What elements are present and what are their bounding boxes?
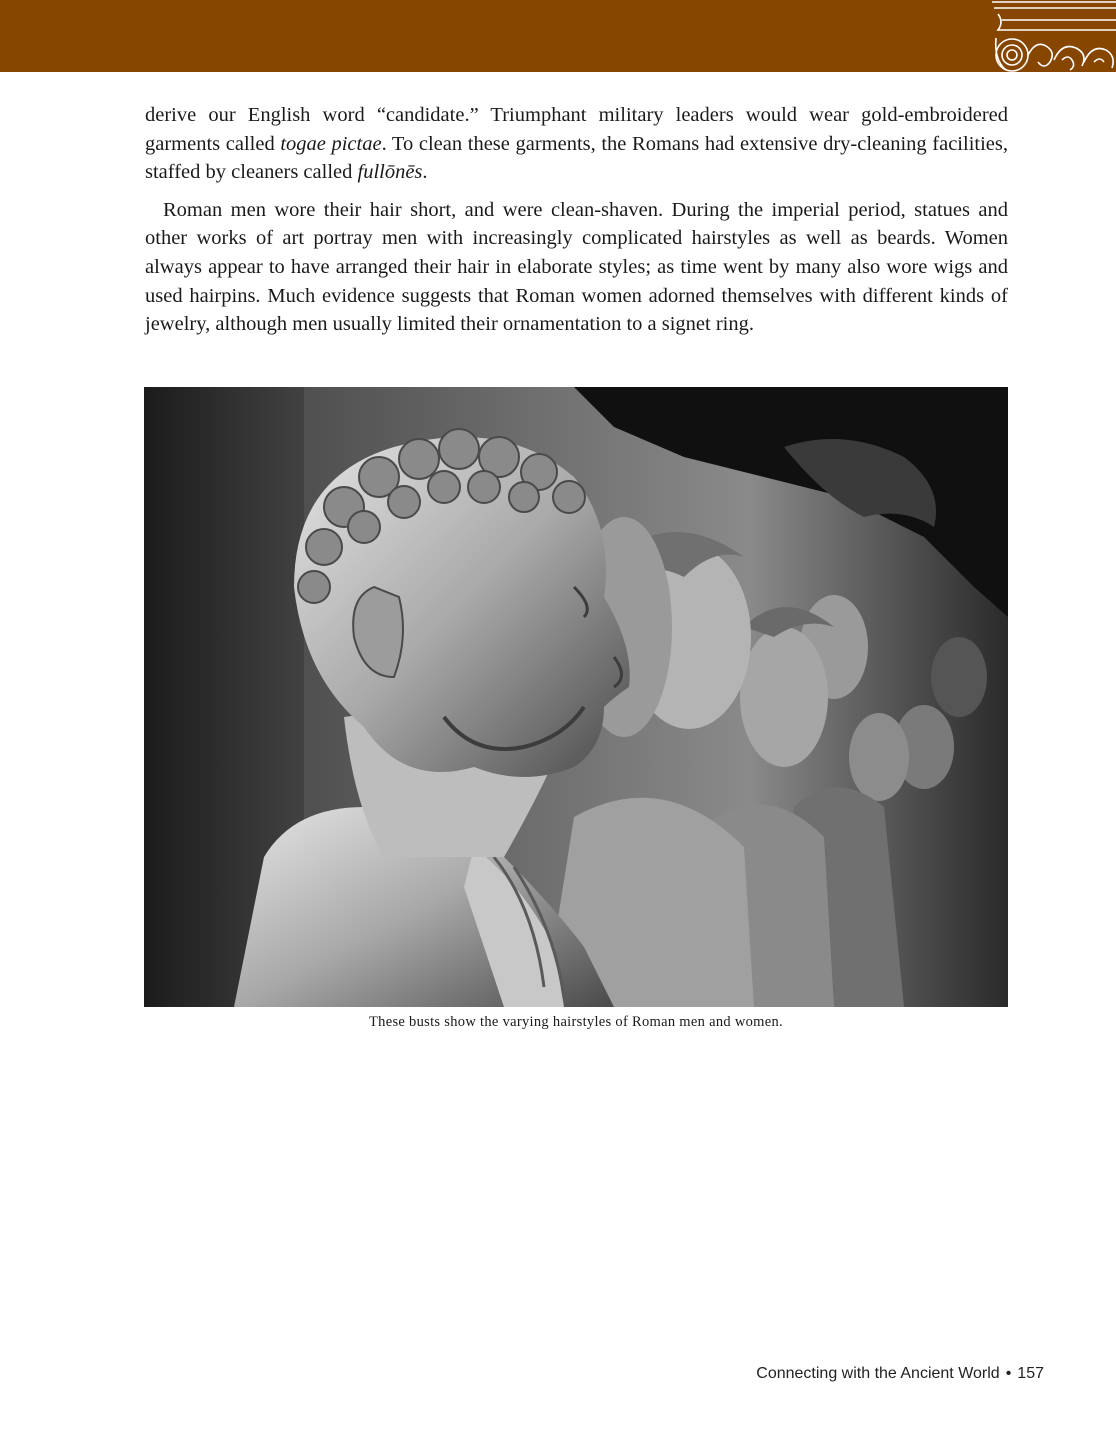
paragraph-1 [145, 101, 1008, 187]
body-text [145, 101, 1008, 348]
paragraph-1-text-a: derive our English word “candidate.” Triumphant military leaders would wear gold-embroidered garments called [145, 104, 1008, 155]
ionic-capital-icon [984, 0, 1116, 72]
paragraph-1-text-c: . [422, 161, 428, 184]
roman-busts-photo [144, 387, 1008, 1007]
latin-term-togae-pictae: togae pictae [280, 132, 382, 155]
page-number: 157 [1017, 1365, 1044, 1382]
footer-separator: • [1005, 1365, 1012, 1382]
paragraph-2: Roman men wore their hair short, and were clean-shaven. During the imperial period, statues and other works of art portray men with increasingly complicated hairstyles as well as beards. Women always appear to have arranged their hair in elaborate styles; as time went by many also wore wigs and used hairpins. Much evidence suggests that Roman women adorned themselves with different kinds of jewelry, although men usually limited their ornamentation to a signet ring. [145, 198, 1008, 336]
book-title: Connecting with the Ancient World [756, 1365, 1000, 1382]
latin-term-fullones: fullōnēs [357, 161, 423, 184]
figure-caption: These busts show the varying hairstyles of Roman men and women. [369, 1014, 783, 1030]
page-footer [756, 1365, 1044, 1383]
paragraph-1-text-b: . To clean these garments, the Romans had extensive dry-cleaning facilities, staffed by cleaners called [145, 132, 1008, 184]
header-band [0, 0, 1116, 72]
